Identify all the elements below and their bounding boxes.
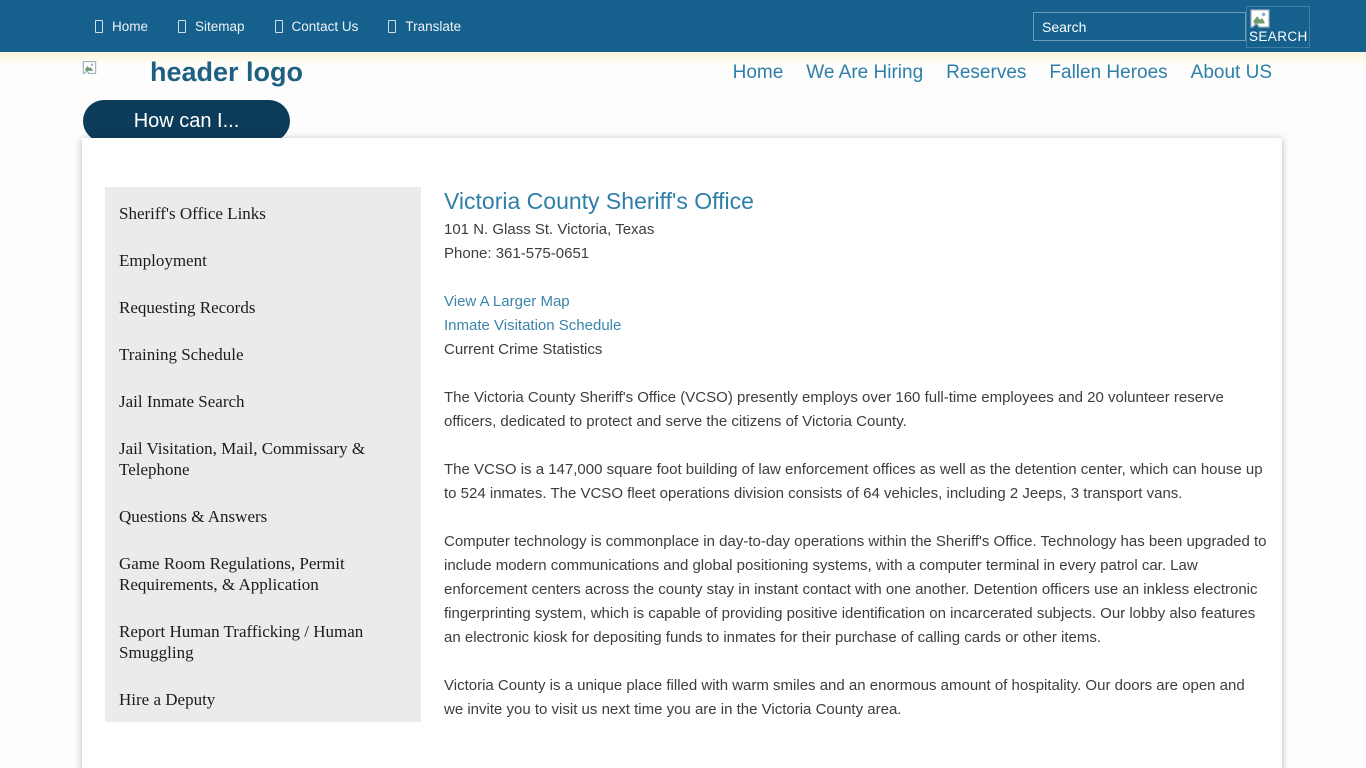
header-logo[interactable]: header logo — [150, 57, 304, 87]
view-larger-map-link[interactable]: View A Larger Map — [444, 293, 570, 310]
sidebar-item-report-human-trafficking[interactable]: Report Human Trafficking / Human Smuggling — [119, 622, 364, 662]
nav-we-are-hiring[interactable]: We Are Hiring — [806, 62, 924, 83]
search-button-label: SEARCH — [1249, 29, 1308, 44]
top-utility-bar — [0, 0, 1366, 52]
sidebar-item-jail-inmate-search[interactable]: Jail Inmate Search — [119, 392, 245, 411]
nav-home[interactable]: Home — [732, 62, 784, 83]
topbar-link-home[interactable] — [95, 19, 148, 34]
main-navigation — [733, 62, 1272, 84]
nav-about-us[interactable]: About US — [1190, 62, 1272, 83]
topbar-link-translate[interactable] — [388, 19, 461, 34]
sidebar-item-requesting-records[interactable]: Requesting Records — [119, 298, 256, 317]
nav-reserves[interactable]: Reserves — [946, 62, 1027, 83]
paragraph-building: The VCSO is a 147,000 square foot building of law enforcement offices as well as the detention center, which can house up to 524 inmates. The VCSO fleet operations division consists of 64 vehicles, including 2 Jeeps, 3 transport vans. — [444, 461, 1263, 502]
page-title: Victoria County Sheriff's Office — [444, 188, 754, 214]
sidebar-item-jail-visitation[interactable]: Jail Visitation, Mail, Commissary & Telephone — [119, 439, 366, 479]
current-crime-statistics-label: Current Crime Statistics — [444, 341, 603, 358]
search-button[interactable] — [1246, 6, 1310, 48]
broken-image-icon — [1249, 9, 1271, 28]
office-phone: Phone: 361-575-0651 — [444, 245, 590, 262]
missing-glyph-icon — [95, 20, 103, 33]
topbar-links — [95, 0, 461, 52]
missing-glyph-icon — [388, 20, 396, 33]
sidebar-item-training-schedule[interactable]: Training Schedule — [119, 345, 244, 364]
search-input[interactable] — [1033, 12, 1246, 41]
how-can-i-button[interactable]: How can I... — [83, 100, 290, 142]
topbar-link-label: Translate — [405, 18, 462, 34]
main-content — [444, 188, 1268, 746]
inmate-visitation-schedule-link[interactable]: Inmate Visitation Schedule — [444, 317, 622, 334]
nav-fallen-heroes[interactable]: Fallen Heroes — [1049, 62, 1168, 83]
sidebar-item-hire-a-deputy[interactable]: Hire a Deputy — [119, 690, 216, 709]
sidebar-item-game-room-regulations[interactable]: Game Room Regulations, Permit Requirements, & Application — [119, 554, 345, 594]
main-panel — [82, 138, 1282, 768]
sidebar-item-sheriffs-office-links[interactable]: Sheriff's Office Links — [119, 204, 266, 223]
content-links — [444, 290, 1268, 362]
topbar-link-sitemap[interactable] — [178, 19, 245, 34]
paragraph-hospitality: Victoria County is a unique place filled with warm smiles and an enormous amount of hospitality. Our doors are open and we invite you to visit us next time you are in the Victoria County area. — [444, 677, 1245, 718]
broken-logo-image-icon — [82, 61, 97, 74]
sidebar-item-employment[interactable]: Employment — [119, 251, 207, 270]
topbar-link-label: Sitemap — [195, 18, 245, 34]
topbar-link-contact-us[interactable] — [275, 19, 359, 34]
topbar-link-label: Contact Us — [291, 18, 359, 34]
topbar-link-label: Home — [112, 18, 149, 34]
missing-glyph-icon — [178, 20, 186, 33]
sidebar-menu — [105, 187, 421, 722]
sidebar-item-questions-answers[interactable]: Questions & Answers — [119, 507, 268, 526]
office-address: 101 N. Glass St. Victoria, Texas — [444, 221, 655, 238]
paragraph-employees: The Victoria County Sheriff's Office (VCSO) presently employs over 160 full-time employees and 20 volunteer reserve officers, dedicated to protect and serve the citizens of Victoria County. — [444, 389, 1224, 430]
missing-glyph-icon — [275, 20, 283, 33]
paragraph-technology: Computer technology is commonplace in day-to-day operations within the Sheriff's Office. Technology has been upgraded to include modern communications and global positioning systems, with a computer terminal in every patrol car. Law enforcement centers across the county stay in instant contact with one another. Detention officers use an inkless electronic fingerprinting system, which is capable of providing positive identification on incarcerated subjects. Our lobby also features an electronic kiosk for depositing funds to inmates for their purchase of calling cards or other items. — [444, 533, 1267, 646]
office-info — [444, 218, 1268, 266]
